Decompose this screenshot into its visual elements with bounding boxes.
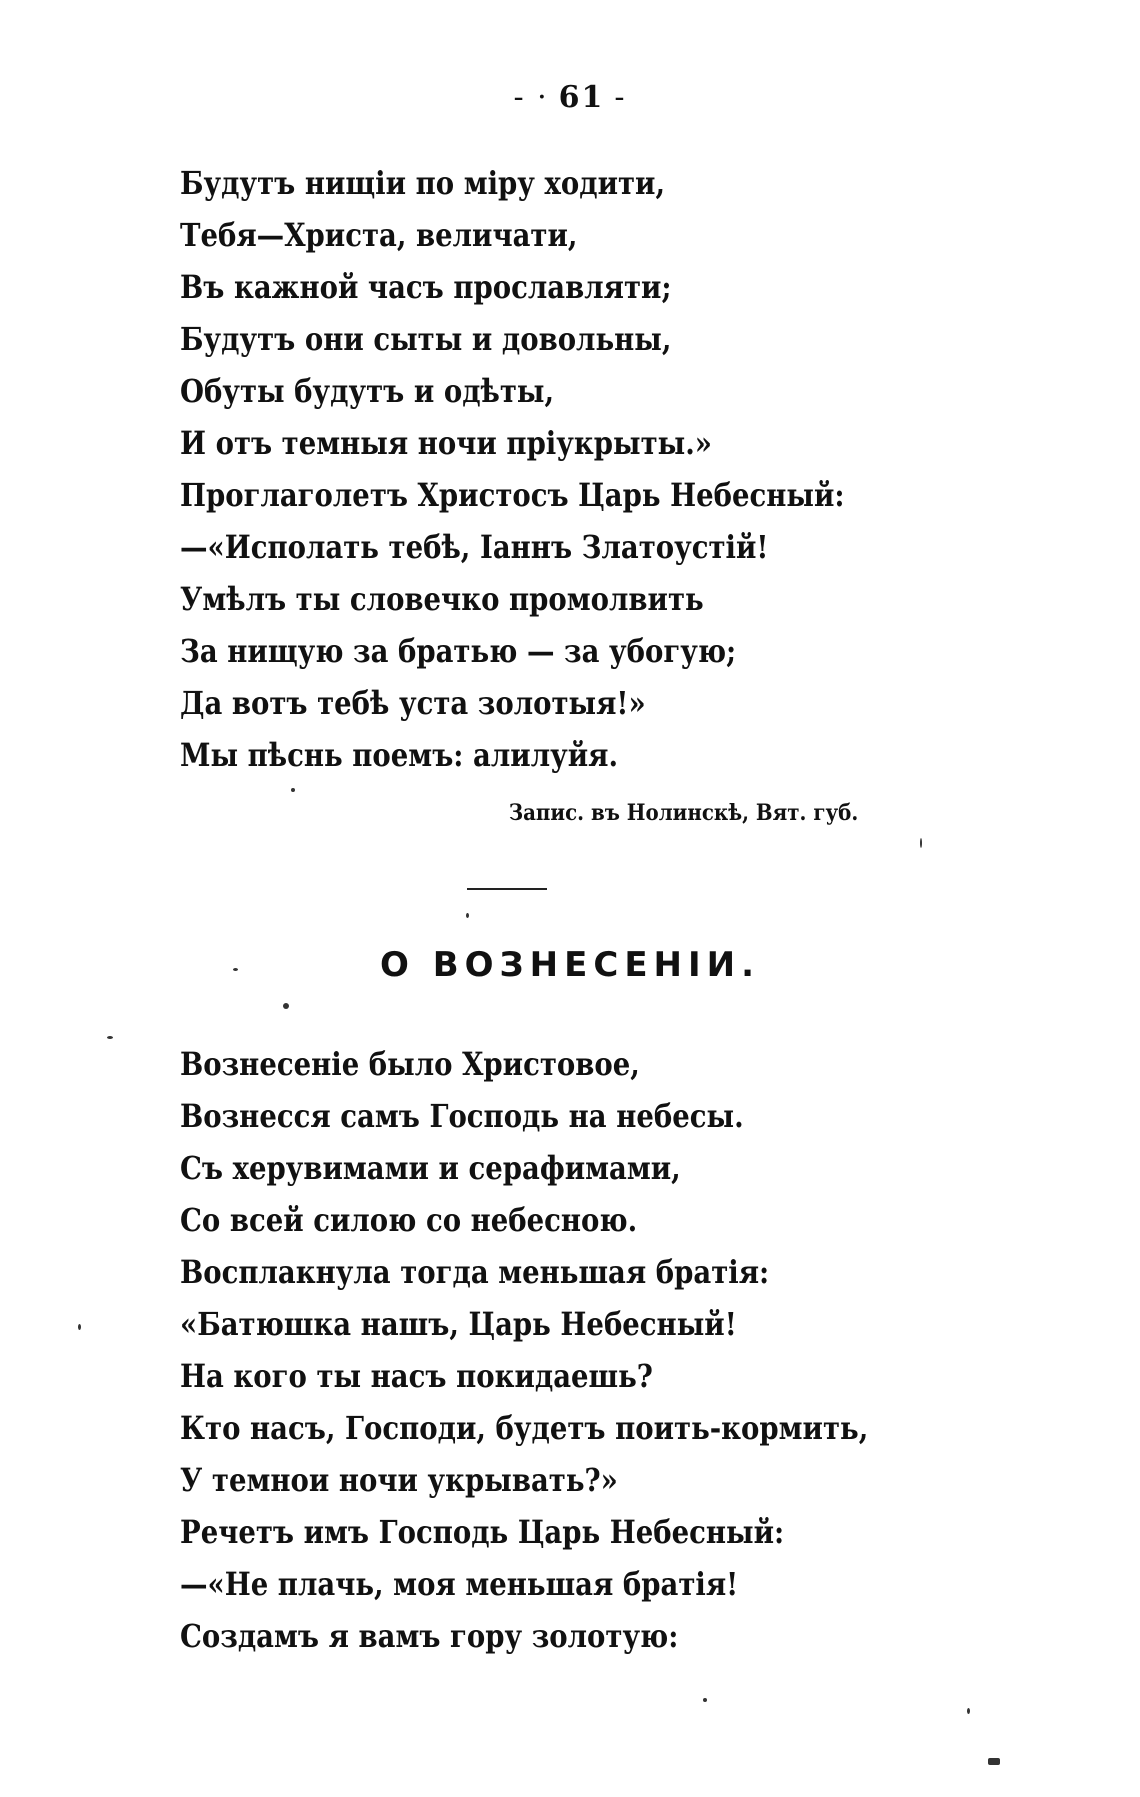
poem-two-title: О ВОЗНЕСЕНІИ.	[379, 945, 761, 985]
verse-line: Вознесеніе было Христовое,	[180, 1045, 640, 1083]
verse-line: Тебя—Христа, величати,	[180, 216, 578, 254]
scan-speck	[988, 1758, 1000, 1765]
verse-line: Будутъ они сыты и довольны,	[180, 320, 672, 358]
verse-line: И отъ темныя ночи пріукрыты.»	[180, 424, 713, 462]
verse-line: Будутъ нищіи по міру ходити,	[180, 164, 666, 202]
scan-speck	[107, 1036, 113, 1039]
verse-line: —«Не плачь, моя меньшая братія!	[180, 1565, 739, 1603]
poem-two-verse	[180, 1038, 980, 1662]
page-number-right-dash: -	[614, 80, 627, 115]
verse-line: Въ кажной часъ прославляти;	[180, 268, 672, 306]
poem-one-verse	[180, 157, 953, 781]
verse-line: У темнои ночи укрывать?»	[180, 1461, 618, 1499]
verse-line: Проглаголетъ Христосъ Царь Небесный:	[180, 476, 845, 514]
verse-line: Восплакнула тогда меньшая братія:	[180, 1253, 770, 1291]
section-divider	[467, 888, 547, 890]
scan-speck	[703, 1698, 707, 1702]
verse-line: Вознесся самъ Господь на небесы.	[180, 1097, 744, 1135]
scan-speck	[967, 1708, 970, 1714]
verse-line: Мы пѣснь поемъ: алилуйя.	[180, 736, 619, 774]
scan-speck	[466, 913, 469, 918]
verse-line: «Батюшка нашъ, Царь Небесный!	[180, 1305, 737, 1343]
verse-line: Со всей силою со небесною.	[180, 1201, 638, 1239]
scan-speck	[283, 1003, 289, 1009]
poem-one-attribution: Запис. въ Нолинскѣ, Вят. губ.	[508, 800, 858, 826]
scan-speck	[233, 968, 238, 971]
verse-line: На кого ты насъ покидаешь?	[180, 1357, 653, 1395]
scan-speck	[291, 788, 295, 792]
verse-line: Съ херувимами и серафимами,	[180, 1149, 681, 1187]
page-number-left-dash: - ·	[513, 80, 549, 115]
scan-speck	[78, 1324, 81, 1330]
scan-speck	[920, 838, 922, 848]
verse-line: За нищую за братью — за убогую;	[180, 632, 737, 670]
verse-line: Обуты будутъ и одѣты,	[180, 372, 555, 410]
verse-line: Кто насъ, Господи, будетъ поить-кормить,	[180, 1409, 869, 1447]
verse-line: Создамъ я вамъ гору золотую:	[180, 1617, 679, 1655]
page-number-header	[0, 80, 1140, 115]
page-number: 61	[558, 80, 605, 115]
verse-line: Умѣлъ ты словечко промолвить	[180, 580, 704, 618]
verse-line: —«Исполать тебѣ, Іаннъ Златоустій!	[180, 528, 769, 566]
verse-line: Речетъ имъ Господь Царь Небесный:	[180, 1513, 785, 1551]
verse-line: Да вотъ тебѣ уста золотыя!»	[180, 684, 646, 722]
